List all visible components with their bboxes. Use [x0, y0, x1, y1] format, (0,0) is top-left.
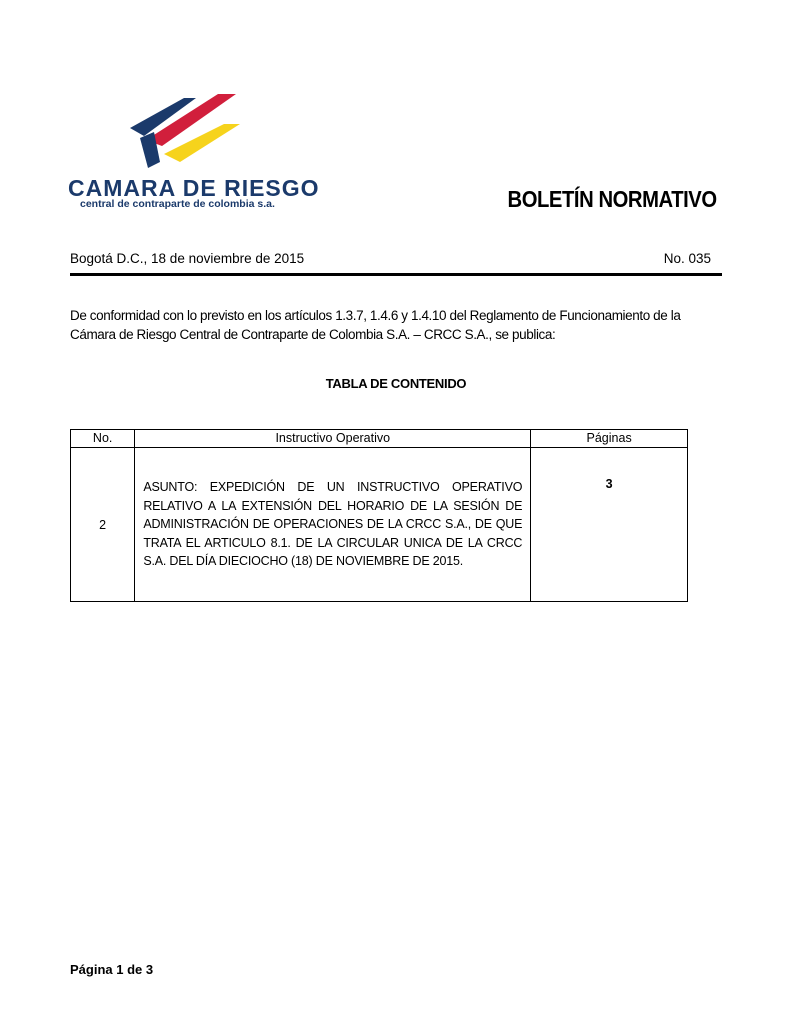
toc-header-row — [71, 430, 688, 448]
toc-header-instructivo: Instructivo Operativo — [135, 430, 531, 448]
toc-header-number: No. — [71, 430, 135, 448]
toc-header-pages: Páginas — [531, 430, 688, 448]
toc-table — [70, 429, 688, 602]
company-logo — [66, 88, 320, 218]
toc-title: TABLA DE CONTENIDO — [325, 376, 467, 391]
bulletin-number: No. 035 — [663, 251, 711, 266]
logo-tagline: central de contraparte de colombia s.a. — [80, 198, 275, 210]
logo-stripes-icon — [128, 88, 248, 178]
toc-row-number: 2 — [71, 448, 135, 602]
table-row — [71, 448, 688, 602]
logo-wordmark: CAMARA DE RIESGO — [68, 175, 320, 201]
toc-row-pages: 3 — [531, 448, 688, 602]
toc-row-description: ASUNTO: EXPEDICIÓN DE UN INSTRUCTIVO OPERATIVO RELATIVO A LA EXTENSIÓN DEL HORARIO DE LA SESIÓN DE ADMINISTRACIÓN DE OPERACIONES DE LA CRCC S.A., DE QUE TRATA EL ARTICULO 8.1. DE LA CIRCULAR UNICA DE LA CRCC S.A. DEL DÍA DIECIOCHO (18) DE NOVIEMBRE DE 2015. — [135, 448, 531, 602]
header-divider — [70, 273, 722, 276]
place-date: Bogotá D.C., 18 de noviembre de 2015 — [70, 251, 305, 266]
page-footer: Página 1 de 3 — [70, 962, 154, 977]
intro-paragraph: De conformidad con lo previsto en los artículos 1.3.7, 1.4.6 y 1.4.10 del Reglamento de Funcionamiento de la Cámara de Riesgo Central de Contraparte de Colombia S.A. – CRCC S.A., se publica: — [70, 308, 681, 342]
document-title: BOLETÍN NORMATIVO — [507, 186, 717, 212]
